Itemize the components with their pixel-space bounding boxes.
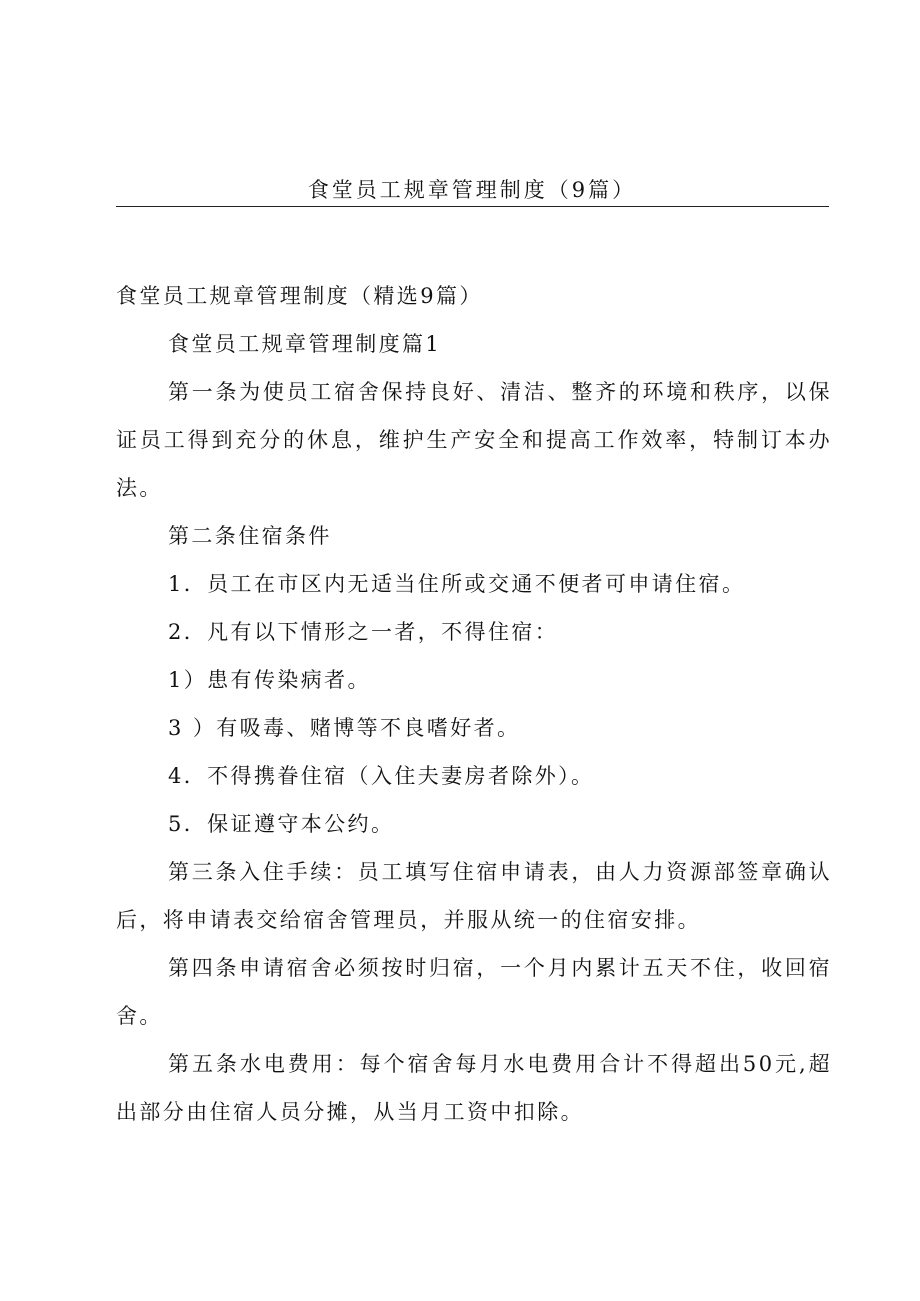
list-item: 2．凡有以下情形之一者，不得住宿： [168, 620, 559, 644]
document-body [116, 272, 832, 1136]
list-item: 1．员工在市区内无适当住所或交通不便者可申请住宿。 [168, 572, 746, 596]
list-item: 1）患有传染病者。 [168, 668, 371, 692]
article-2-heading: 第二条住宿条件 [168, 524, 332, 548]
list-item: 3 ）有吸毒、赌博等不良嗜好者。 [168, 716, 521, 740]
list-item: 4．不得携眷住宿（入住夫妻房者除外）。 [168, 764, 595, 788]
article-3-paragraph: 第三条入住手续：员工填写住宿申请表，由人力资源部签章确认后，将申请表交给宿舍管理员，并服从统一的住宿安排。 [116, 860, 832, 932]
article-5-paragraph: 第五条水电费用：每个宿舍每月水电费用合计不得超出50元,超出部分由住宿人员分摊，从当月工资中扣除。 [116, 1052, 832, 1124]
section-heading: 食堂员工规章管理制度篇1 [168, 332, 442, 356]
article-4-paragraph: 第四条申请宿舍必须按时归宿，一个月内累计五天不住，收回宿舍。 [116, 956, 832, 1028]
document-title: 食堂员工规章管理制度（精选9篇） [116, 284, 483, 308]
page-header-title: 食堂员工规章管理制度（9篇） [307, 178, 637, 202]
header-divider [116, 206, 829, 207]
article-1-paragraph: 第一条为使员工宿舍保持良好、清洁、整齐的环境和秩序，以保证员工得到充分的休息，维护生产安全和提高工作效率，特制订本办法。 [116, 380, 832, 500]
list-item: 5．保证遵守本公约。 [168, 812, 395, 836]
